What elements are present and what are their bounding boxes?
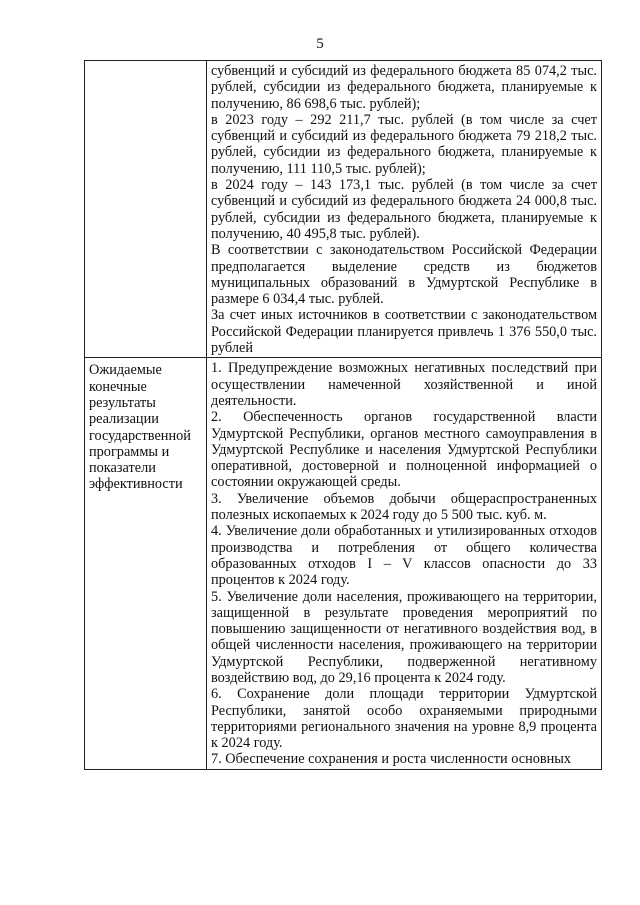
program-passport-table — [84, 60, 602, 770]
result-item: 5. Увеличение доли населения, проживающего на территории, защищенной в результате проведения мероприятий по повышению защищенности от негативного воздействия вод, в общей численности населения, проживающего на территории Удмуртской Республики, подверженной негативному воздействию вод, до 29,16 процента к 2024 году. — [211, 588, 597, 686]
results-text-cell — [207, 358, 602, 769]
financing-paragraph: в 2024 году – 143 173,1 тыс. рублей (в том числе за счет субвенций и субсидий из федерального бюджета 24 000,8 тыс. рублей, субсидии из федерального бюджета, планируемые к получению, 40 495,8 тыс. рублей). — [211, 177, 597, 242]
row-label-expected-results: Ожидаемые конечные результаты реализации государственной программы и показатели эффективности — [85, 358, 207, 769]
table-row-results — [85, 358, 602, 769]
page-number: 5 — [316, 36, 324, 52]
financing-paragraph: За счет иных источников в соответствии с законодательством Российской Федерации планируется привлечь 1 376 550,0 тыс. рублей — [211, 307, 597, 357]
financing-text-cell — [207, 61, 602, 358]
result-item: 2. Обеспеченность органов государственной власти Удмуртской Республики, органов местного самоуправления в Удмуртской Республике и населения Удмуртской Республики оперативной, достоверной и полноценной информацией о состоянии окружающей среды. — [211, 409, 597, 491]
result-item: 4. Увеличение доли обработанных и утилизированных отходов производства и потребления от общего количества образованных отходов I – V классов опасности до 33 процентов к 2024 году. — [211, 523, 597, 589]
result-item: 7. Обеспечение сохранения и роста численности основных — [211, 751, 572, 768]
result-item: 3. Увеличение объемов добычи общераспространенных полезных ископаемых к 2024 году до 5 500 тыс. куб. м. — [211, 490, 597, 524]
result-item: 6. Сохранение доли площади территории Удмуртской Республики, занятой особо охраняемыми природными территориями регионального значения на уровне 8,9 процента к 2024 году. — [211, 686, 597, 752]
table-row-financing — [85, 61, 602, 358]
financing-paragraph: субвенций и субсидий из федерального бюджета 85 074,2 тыс. рублей, субсидии из федерального бюджета, планируемые к получению, 86 698,6 тыс. рублей); — [211, 63, 597, 112]
row-label-financing — [85, 61, 207, 358]
financing-paragraph: В соответствии с законодательством Российской Федерации предполагается выделение средств из бюджетов муниципальных образований в Удмуртской Республике в размере 6 034,4 тыс. рублей. — [211, 242, 597, 308]
result-item: 1. Предупреждение возможных негативных последствий при осуществлении намеченной хозяйственной и иной деятельности. — [211, 360, 597, 409]
financing-paragraph: в 2023 году – 292 211,7 тыс. рублей (в том числе за счет субвенций и субсидий из федерального бюджета 79 218,2 тыс. рублей, субсидии из федерального бюджета, планируемые к получению, 111 110,5 тыс. рублей); — [211, 111, 597, 177]
